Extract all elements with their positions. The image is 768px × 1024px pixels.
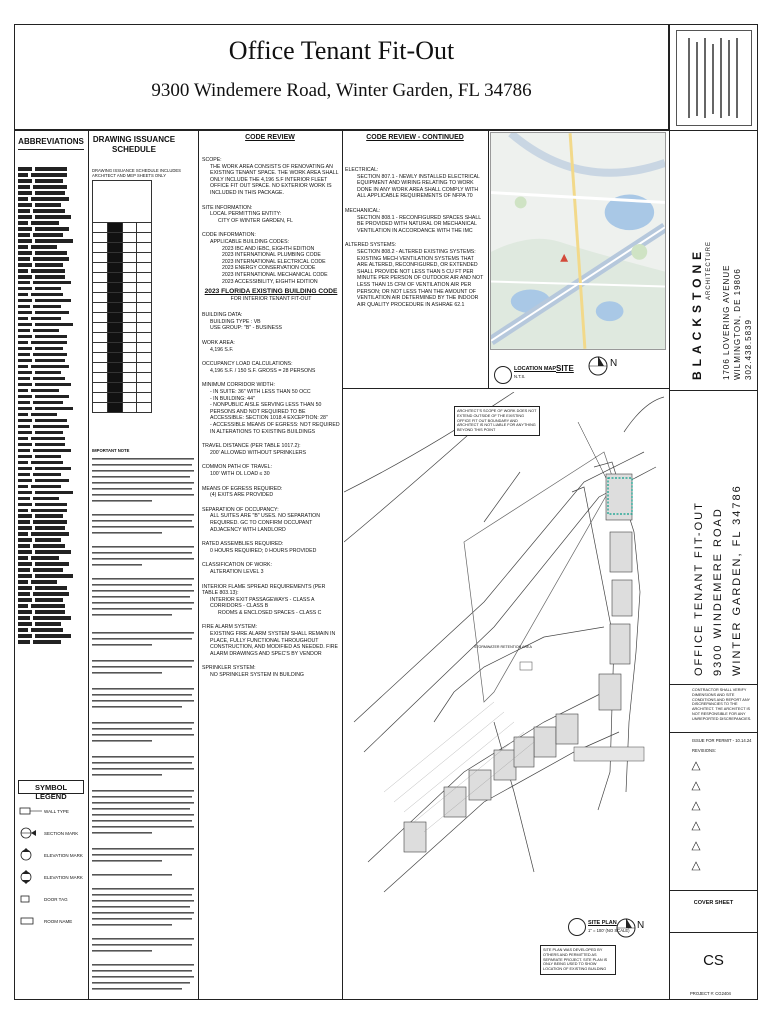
tb-contractor-note: CONTRACTOR SHALL VERIFY DIMENSIONS AND SITE CONDITIONS AND REPORT ANY DISCREPANCIES TO THE ARCHITECT. THE ARCHITECT IS NOT RESPONSIBLE FOR ANY UNREPORTED DISCREPANCIES. <box>692 688 752 721</box>
firm-stamp-text <box>680 34 748 122</box>
scope-note: ARCHITECT'S SCOPE OF WORK DOES NOT EXTEND OUTSIDE OF THE EXISTING OFFICE FIT OUT BOUNDARY AND ARCHITECT IS NOT LIABLE FOR ANYTHING BEYOND THIS POINT <box>454 406 540 436</box>
revision-triangles <box>690 758 710 884</box>
legend-elevation-mark-2: ELEVATION MARK <box>18 866 84 888</box>
firm-sub: ARCHITECTURE <box>706 240 712 300</box>
general-notes-label: IMPORTANT NOTE <box>92 448 130 453</box>
tb-project-street: 9300 WINDEMERE ROAD <box>712 507 724 676</box>
site-label: SITE <box>556 364 574 373</box>
tb-sheet-title: COVER SHEET <box>693 900 734 906</box>
abbreviations-list <box>18 166 84 766</box>
north-label: N <box>610 358 618 369</box>
drawing-issuance-heading: DRAWING ISSUANCE SCHEDULE <box>92 135 176 154</box>
site-plan-note: SITE PLAN WAS DEVELOPED BY OTHERS AND PERMITTED AS SEPARATE PROJECT. SITE PLAN IS ONLY BEING USED TO SHOW LOCATION OF EXISTING BUILDING <box>540 945 616 975</box>
location-map-label: LOCATION MAP <box>514 366 557 372</box>
site-plan <box>344 392 668 912</box>
project-title: Office Tenant Fit-Out <box>228 36 455 65</box>
firm-address-2: WILMINGTON, DE 19806 <box>733 268 742 380</box>
legend-elevation-mark: ELEVATION MARK <box>18 844 84 866</box>
north-label-2: N <box>637 920 645 931</box>
code-review-cont-heading: CODE REVIEW - CONTINUED <box>366 134 464 141</box>
site-plan-scale: 1" = 100' (NO SCALE) <box>588 928 630 933</box>
legend-room-name: ROOM NAME <box>18 910 84 932</box>
code-review-cont-body: ELECTRICAL: SECTION 807.1 - NEWLY INSTALLED ELECTRICAL EQUIPMENT AND WIRING RELATING TO WORK DONE IN ANY WORK AREA SHALL COMPLY WITH ALL APPLICABLE REQUIREMENTS OF NFPA 70 MECHANICAL: SECTION 808.1 - RECONFIGURED SPACES SHALL BE PROVIDED WITH NATURAL OR MECHANICAL VENTILATION IN ACCORDANCE WITH THE IMC ALTERED SYSTEMS: SECTION 808.2 - ALTERED EXISTING SYSTEMS: EXISTING MECH VENTILATION SYSTEMS THAT ARE ALTERED, RECONFIGURED, OR EXTENDED SHALL PROVIDE NOT LESS THAN 5 CU FT PER MINUTE PER PERSON OF OUTDOOR AIR AND NOT LESS THAN 15 CFM OF VENTILATION AIR PER PERSON; OR NOT LESS THAN THE AMOUNT OF VENTILATION AIR DETERMINED BY THE INDOOR AIR QUALITY PROCEDURE IN ASHRAE 62.1 <box>345 167 484 308</box>
tb-issue: ISSUE FOR PERMIT - 10.14.24 <box>692 738 752 743</box>
tb-project-city: WINTER GARDEN, FL 34786 <box>731 484 743 676</box>
project-address: 9300 Windemere Road, Winter Garden, FL 34786 <box>151 80 532 101</box>
site-plan-retention-label: STORMWATER RETENTION AREA <box>474 645 532 649</box>
general-notes-text <box>92 456 196 996</box>
tb-project-name: OFFICE TENANT FIT-OUT <box>693 501 705 676</box>
tb-sheet-number: CS <box>703 952 724 969</box>
firm-phone: 302.438.5839 <box>744 319 753 380</box>
location-map-callout <box>494 366 512 384</box>
tb-project-number: PROJECT #: CG2404 <box>690 991 731 996</box>
site-plan-label: SITE PLAN <box>588 920 617 926</box>
location-map <box>490 132 666 350</box>
code-review-heading: CODE REVIEW <box>245 134 295 141</box>
legend-section-mark: SECTION MARK <box>18 822 84 844</box>
firm-address-1: 1706 LOVERING AVENUE <box>722 264 731 380</box>
location-map-scale: N.T.S. <box>514 374 526 379</box>
symbol-legend-heading: SYMBOL LEGEND <box>18 780 84 794</box>
drawing-issuance-note: DRAWING ISSUANCE SCHEDULE INCLUDES ARCHITECT AND MEP SHEETS ONLY <box>92 168 181 179</box>
symbol-legend <box>18 800 84 932</box>
legend-wall-type: WALL TYPE <box>18 800 84 822</box>
tb-revisions: REVISIONS: <box>692 748 716 753</box>
site-plan-callout <box>568 918 586 936</box>
abbreviations-heading: ABBREVIATIONS <box>18 137 84 146</box>
issuance-grid <box>92 180 152 413</box>
code-review-body: SCOPE: THE WORK AREA CONSISTS OF RENOVATING AN EXISTING TENANT SPACE. THE WORK AREA SHALL ONLY INCLUDE THE 4,196 S.F INTERIOR FLEET OFFICE FIT OUT SPACE. NO EXTERIOR WORK IS INCLUDED IN THIS PACKAGE. SITE INFORMATION: LOCAL PERMITTING ENTITY: CITY OF WINTER GARDEN, FL CODE INFORMATION: APPLICABLE BUILDING CODES: 2023 IBC AND IEBC, EIGHTH EDITION 2023 INTERNATIONAL PLUMBING CODE 2023 INTERNATIONAL ELECTRICAL CODE 2023 ENERGY CONSERVATION CODE 2023 INTERNATIONAL MECHANICAL CODE 2023 ACCESSIBILITY, EIGHTH EDITION 2023 FLORIDA EXISTING BUILDING CODE FOR INTERIOR TENANT FIT-OUT BUILDING DATA: BUILDING TYPE : VB USE GROUP: "B" - BUSINESS WORK AREA: 4,196 S.F. OCCUPANCY LOAD CALCULATIONS: 4,196 S.F. / 150 S.F. GROSS = 28 PERSONS MINIMUM CORRIDOR WIDTH: - IN SUITE: 36" WITH LESS THAN 50 OCC - IN BUILDING: 44" - NONPUBLIC AISLE SERVING LESS THAN 50 PERSONS AND NOT REQUIRED TO BE ACCESSIBLE: SECTION 1018.4 EXCEPTION: 28" - ACCESSIBLE MEANS OF EGRESS: NOT REQUIRED IN ALTERATIONS TO EXISTING BUILDINGS TRAVEL DISTANCE (PER TABLE 1017.2): 200' ALLOWED WITHOUT SPRINKLERS COMMON PATH OF TRAVEL: 100' WITH OL LOAD ≤ 30 MEANS OF EGRESS REQUIRED: (4) EXITS ARE PROVIDED SEPARATION OF OCCUPANCY: ALL SUITES ARE "B" USES. NO SEPARATION REQUIRED. GC TO CONFIRM OCCUPANT ADJACENCY WITH LANDLORD RATED ASSEMBLIES REQUIRED: 0 HOURS REQUIRED; 0 HOURS PROVIDED CLASSIFICATION OF WORK: ALTERATION LEVEL 3 INTERIOR FLAME SPREAD REQUIREMENTS (PER TABLE 803.13): INTERIOR EXIT PASSAGEWAYS - CLASS A CORRIDORS - CLASS B ROOMS & ENCLOSED SPACES - CLASS C FIRE ALARM SYSTEM: EXISTING FIRE ALARM SYSTEM SHALL REMAIN IN PLACE, FULLY FUNCTIONAL THROUGHOUT CONSTRUCTION, AND MODIFIED AS NEEDED. FIRE ALARM DRAWINGS AND SPEC'S BY VENDOR SPRINKLER SYSTEM: NO SPRINKLER SYSTEM IN BUILDING <box>202 157 340 679</box>
legend-door-tag: DOOR TAG <box>18 888 84 910</box>
firm-name: BLACKSTONE <box>690 246 704 380</box>
